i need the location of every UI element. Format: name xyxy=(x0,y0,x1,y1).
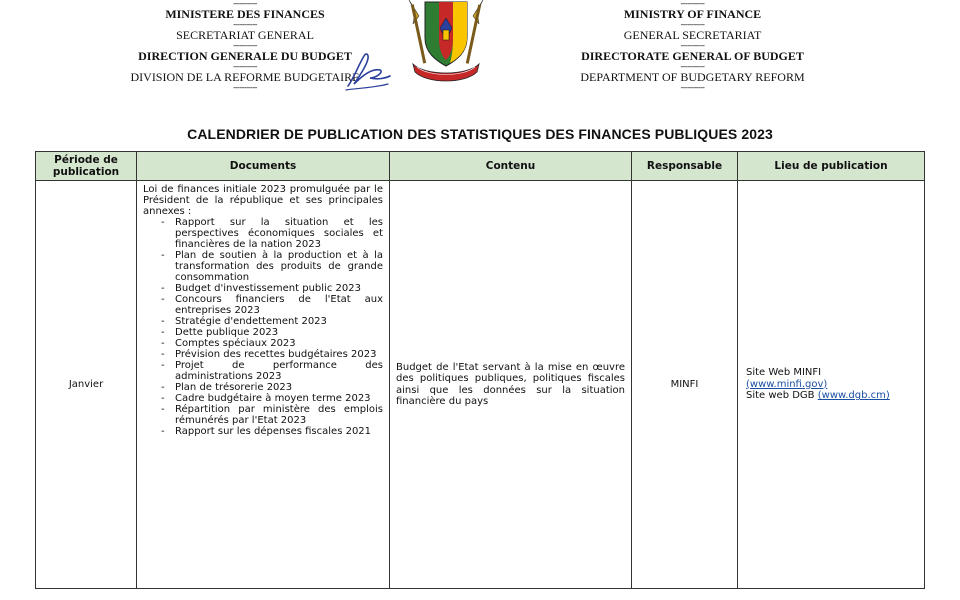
directorate-en: DIRECTORATE GENERAL OF BUDGET xyxy=(581,49,804,63)
separator: ----------- xyxy=(680,83,705,92)
secretariat-fr: SECRETARIAT GENERAL xyxy=(176,28,314,42)
column-header-contenu: Contenu xyxy=(390,152,632,181)
separator: ----------- xyxy=(233,62,257,71)
secretariat-en: GENERAL SECRETARIAT xyxy=(623,28,762,42)
list-item: - Comptes spéciaux 2023 xyxy=(161,338,383,349)
responsable-cell: MINFI xyxy=(632,181,738,589)
table-row xyxy=(36,181,925,589)
list-item: - Concours financiers de l'Etat aux entreprises 2023 xyxy=(161,294,383,316)
separator: ----------- xyxy=(233,41,257,50)
dgb-website-link[interactable]: (www.dgb.cm) xyxy=(817,390,890,402)
minfi-website-link[interactable]: (www.minfi.gov) xyxy=(746,378,828,390)
separator: ----------- xyxy=(680,41,705,50)
period-cell: Janvier xyxy=(36,181,137,589)
lieu-dgb-label: Site web DGB xyxy=(746,390,818,402)
separator: ----------- xyxy=(680,0,705,8)
column-header-lieu: Lieu de publication xyxy=(738,152,925,181)
list-item: - Plan de trésorerie 2023 xyxy=(161,382,383,393)
table-header-row xyxy=(36,152,925,181)
column-header-responsable: Responsable xyxy=(632,152,738,181)
list-item: - Budget d'investissement public 2023 xyxy=(161,283,383,294)
department-en: DEPARTMENT OF BUDGETARY REFORM xyxy=(580,70,805,84)
publication-calendar-table xyxy=(35,151,925,589)
page-title: CALENDRIER DE PUBLICATION DES STATISTIQUES DES FINANCES PUBLIQUES 2023 xyxy=(187,126,773,142)
column-header-documents: Documents xyxy=(137,152,390,181)
lieu-minfi-label: Site Web MINFI xyxy=(746,367,822,379)
division-fr: DIVISION DE LA REFORME BUDGETAIRE xyxy=(130,70,360,84)
ministry-name-fr: MINISTERE DES FINANCES xyxy=(165,7,325,21)
separator: ----------- xyxy=(680,62,705,71)
separator: ----------- xyxy=(233,20,257,29)
ministry-name-en: MINISTRY OF FINANCE xyxy=(623,7,762,21)
list-item: - Stratégie d'endettement 2023 xyxy=(161,316,383,327)
annexes-list xyxy=(143,217,383,437)
contenu-cell: Budget de l'Etat servant à la mise en œuvre des politiques publiques, politiques fiscales ainsi que les données sur la situation financière du pays xyxy=(390,181,632,589)
column-header-period: Période de publication xyxy=(36,152,137,181)
documents-intro: Loi de finances initiale 2023 promulguée par le Président de la république et ses principales annexes : xyxy=(143,184,383,217)
documents-cell xyxy=(137,181,390,589)
list-item: - Cadre budgétaire à moyen terme 2023 xyxy=(161,393,383,404)
list-item: - Dette publique 2023 xyxy=(161,327,383,338)
separator: ----------- xyxy=(233,0,257,8)
list-item: - Rapport sur la situation et les perspectives économiques sociales et financières de la nation 2023 xyxy=(161,217,383,250)
directorate-fr: DIRECTION GENERALE DU BUDGET xyxy=(138,49,352,63)
signature-icon xyxy=(340,48,394,94)
lieu-cell xyxy=(738,181,925,589)
header-right xyxy=(560,0,825,91)
list-item: - Prévision des recettes budgétaires 2023 xyxy=(161,349,383,360)
separator: ----------- xyxy=(680,20,705,29)
list-item: - Rapport sur les dépenses fiscales 2021 xyxy=(161,426,383,437)
list-item: - Répartition par ministère des emplois rémunérés par l'Etat 2023 xyxy=(161,404,383,426)
coat-of-arms-icon xyxy=(405,0,487,86)
list-item: - Plan de soutien à la production et à la transformation des produits de grande consommation xyxy=(161,250,383,283)
list-item: - Projet de performance des administrations 2023 xyxy=(161,360,383,382)
separator: ----------- xyxy=(233,83,257,92)
